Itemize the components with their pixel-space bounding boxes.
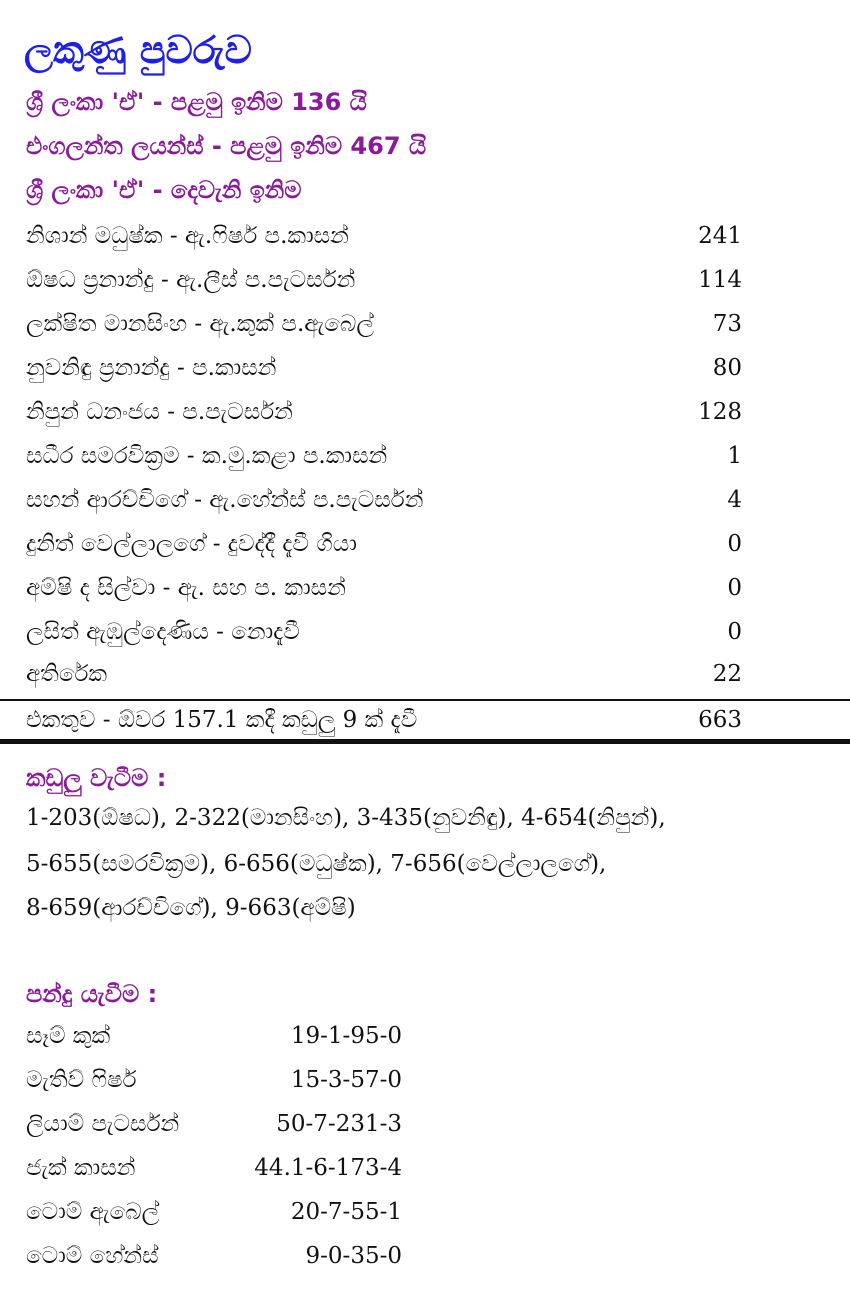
batting-row-runs: 80 bbox=[712, 355, 742, 381]
batting-row-runs: 0 bbox=[727, 531, 742, 557]
batting-row-runs: 114 bbox=[698, 267, 742, 293]
batting-row-runs: 4 bbox=[727, 487, 742, 513]
batting-row bbox=[26, 612, 742, 652]
bowling-row bbox=[26, 1016, 402, 1056]
batting-row bbox=[26, 392, 742, 432]
batting-row-runs: 241 bbox=[698, 223, 742, 249]
extras-label: අතිරේක bbox=[26, 661, 108, 687]
batting-row-label: සධීර සමරවික්‍රම - ක.මු.කළා ප.කාසන් bbox=[26, 443, 388, 469]
bowler-figures: 50-7-231-3 bbox=[276, 1111, 402, 1137]
batting-row bbox=[26, 480, 742, 520]
batting-row bbox=[26, 216, 742, 256]
batting-row-runs: 0 bbox=[727, 619, 742, 645]
section-divider bbox=[0, 739, 850, 744]
batting-row bbox=[26, 524, 742, 564]
batting-row-runs: 73 bbox=[712, 311, 742, 337]
batting-row-label: නිශාන් මධුෂ්ක - ඇ.ෆිෂර් ප.කාසන් bbox=[26, 223, 349, 249]
batting-row-label: නිපුන් ධනංජය - ප.පැටර්සන් bbox=[26, 399, 293, 425]
bowler-name: මැතිව් ෆිෂර් bbox=[26, 1067, 137, 1093]
bowling-heading: පන්දු යැවීම : bbox=[26, 980, 158, 1008]
bowling-row bbox=[26, 1192, 402, 1232]
bowler-figures: 19-1-95-0 bbox=[290, 1023, 402, 1049]
batting-row-label: දුනිත් වෙල්ලාලගේ - දුවද්දී දැවී ගියා bbox=[26, 531, 357, 557]
extras-row bbox=[26, 654, 742, 694]
total-row bbox=[26, 700, 742, 740]
batting-row bbox=[26, 304, 742, 344]
total-runs: 663 bbox=[698, 707, 742, 733]
fall-of-wickets-heading: කඩුලු වැටීම : bbox=[26, 764, 167, 792]
fall-of-wickets-line: 1-203(ඕෂධ), 2-322(මානසිංහ), 3-435(නුවනිඳු), 4-654(නිපුන්), bbox=[26, 805, 666, 831]
fall-of-wickets-line: 5-655(සමරවික්‍රම), 6-656(මධුෂ්ක), 7-656(වෙල්ලාලගේ), bbox=[26, 851, 607, 877]
fall-of-wickets-line: 8-659(ආරච්චිගේ), 9-663(අම්ෂි) bbox=[26, 895, 356, 921]
innings-line-sl-first: ශ්‍රී ලංකා 'ඒ' - පළමු ඉනිම 136 යි bbox=[26, 88, 367, 116]
batting-row-runs: 0 bbox=[727, 575, 742, 601]
batting-row-runs: 128 bbox=[698, 399, 742, 425]
extras-runs: 22 bbox=[712, 661, 742, 687]
batting-row-label: අම්ෂි ද සිල්වා - ඇ. සහ ප. කාසන් bbox=[26, 575, 346, 601]
bowler-name: ලියාම් පැටර්සන් bbox=[26, 1111, 180, 1137]
innings-line-sl-second: ශ්‍රී ලංකා 'ඒ' - දෙවැනි ඉනිම bbox=[26, 176, 302, 204]
bowling-row bbox=[26, 1104, 402, 1144]
batting-row bbox=[26, 436, 742, 476]
bowler-name: ජැක් කාසන් bbox=[26, 1155, 136, 1181]
bowler-name: ටොම් හේන්ස් bbox=[26, 1243, 159, 1269]
innings-line-lions-first: එංගලන්ත ලයන්ස් - පළමු ඉනිම 467 යි bbox=[26, 132, 427, 160]
bowler-figures: 15-3-57-0 bbox=[290, 1067, 402, 1093]
batting-row bbox=[26, 260, 742, 300]
batting-row-label: නුවනිඳු ප්‍රනාන්දු - ප.කාසන් bbox=[26, 355, 277, 381]
bowler-name: ටොම් ඇබෙල් bbox=[26, 1199, 160, 1225]
batting-row-label: ලසිත් ඇඹුල්දෙණිය - නොදැවී bbox=[26, 619, 300, 645]
total-label: එකතුව - ඕවර 157.1 කදී කඩුලු 9 ක් දැවී bbox=[26, 707, 418, 733]
bowling-row bbox=[26, 1236, 402, 1276]
bowling-row bbox=[26, 1060, 402, 1100]
batting-row-runs: 1 bbox=[727, 443, 742, 469]
batting-row-label: ලක්ෂිත මානසිංහ - ඇ.කුක් ප.ඇබෙල් bbox=[26, 311, 374, 337]
bowler-figures: 9-0-35-0 bbox=[305, 1243, 402, 1269]
batting-row bbox=[26, 348, 742, 388]
bowler-figures: 20-7-55-1 bbox=[290, 1199, 402, 1225]
bowler-name: සෑම් කුක් bbox=[26, 1023, 111, 1049]
bowler-figures: 44.1-6-173-4 bbox=[254, 1155, 402, 1181]
bowling-row bbox=[26, 1148, 402, 1188]
batting-row bbox=[26, 568, 742, 608]
page-title: ලකුණු පුවරුව bbox=[24, 28, 252, 72]
batting-row-label: ඕෂධ ප්‍රනාන්දු - ඇ.ලීස් ප.පැටර්සන් bbox=[26, 267, 356, 293]
batting-row-label: සහන් ආරච්චිගේ - ඇ.හේන්ස් ප.පැටර්සන් bbox=[26, 487, 424, 513]
